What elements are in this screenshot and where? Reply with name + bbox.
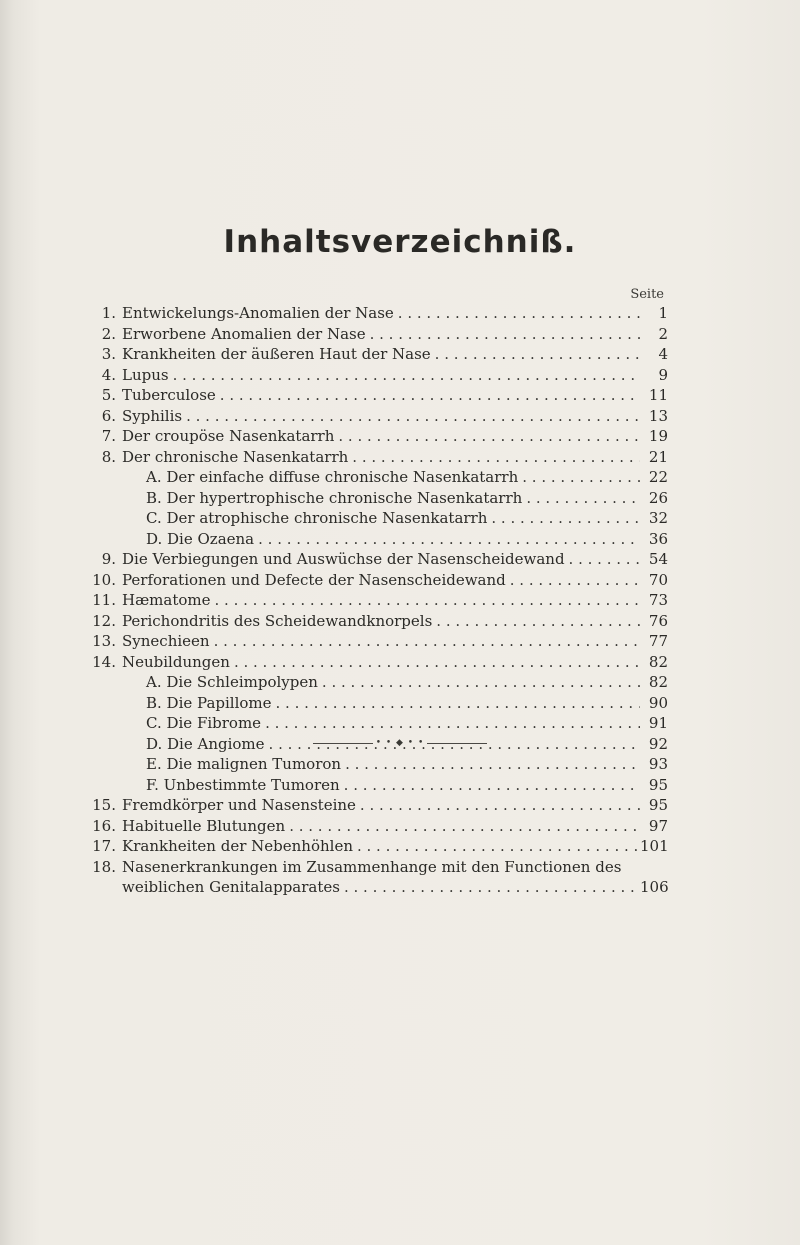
toc-leader-dots	[258, 529, 640, 550]
toc-page-number: 77	[648, 632, 668, 650]
toc-page-number: 90	[648, 693, 668, 712]
toc-label: Nasenerkrankungen im Zusammenhange mit den Functionen des	[122, 857, 622, 876]
toc-entry	[122, 590, 668, 611]
toc-subentry	[146, 713, 668, 734]
toc-number: 9.	[101, 550, 116, 568]
toc-row	[88, 426, 668, 447]
toc-label: Der croupöse Nasenkatarrh	[122, 427, 335, 445]
toc-label: Tuberculose	[122, 386, 216, 404]
toc-leader-dots	[214, 631, 640, 652]
table-of-contents	[88, 303, 668, 898]
toc-subentry	[146, 467, 668, 488]
toc-page-number: 4	[658, 345, 668, 363]
ornament-line-left	[313, 743, 373, 744]
toc-page-number: 73	[648, 591, 668, 609]
toc-page-number: 1	[658, 304, 668, 322]
toc-label: C. Die Fibrome	[146, 714, 262, 732]
toc-row	[88, 529, 668, 550]
toc-label: Krankheiten der Nebenhöhlen	[122, 837, 353, 855]
toc-label: B. Der hypertrophische chronische Nasenkatarrh	[146, 488, 523, 507]
toc-label: A. Der einfache diffuse chronische Nasenkatarrh	[146, 468, 519, 486]
toc-leader-dots	[522, 467, 640, 488]
toc-number: 8.	[101, 447, 116, 466]
toc-label: Syphilis	[122, 406, 183, 425]
toc-label: D. Die Ozaena	[146, 529, 255, 548]
toc-number: 1.	[101, 304, 116, 322]
toc-number: 10.	[92, 570, 116, 589]
toc-page-number: 19	[648, 427, 668, 445]
ornament-line-right	[427, 743, 487, 744]
toc-row	[88, 508, 668, 529]
toc-label: D. Die Angiome	[146, 734, 265, 753]
toc-number: 6.	[101, 406, 116, 425]
toc-page-number: 82	[648, 673, 668, 691]
toc-number: 3.	[101, 345, 116, 363]
toc-label: C. Der atrophische chronische Nasenkatarrh	[146, 509, 488, 527]
toc-number: 5.	[101, 386, 116, 404]
toc-entry	[122, 303, 668, 324]
toc-label: Hæmatome	[122, 591, 211, 609]
toc-row	[88, 652, 668, 673]
page-title: Inhaltsverzeichniß.	[223, 224, 577, 260]
toc-number: 18.	[92, 857, 116, 876]
toc-entry	[122, 836, 668, 857]
toc-entry	[122, 652, 668, 673]
toc-leader-dots	[265, 713, 640, 734]
toc-subentry	[146, 693, 668, 714]
toc-subentry	[146, 508, 668, 529]
page-column-header: Seite	[630, 287, 664, 302]
toc-entry	[122, 816, 668, 837]
toc-leader-dots	[345, 754, 640, 775]
toc-entry	[122, 324, 668, 345]
toc-row	[88, 754, 668, 775]
toc-row	[88, 775, 668, 796]
toc-entry	[122, 426, 668, 447]
toc-page-number: 70	[648, 570, 668, 589]
toc-label: F. Unbestimmte Tumoren	[146, 775, 340, 794]
toc-entry	[122, 631, 668, 652]
toc-subentry	[146, 672, 668, 693]
toc-page-number: 13	[648, 406, 668, 425]
toc-page-number: 36	[648, 529, 668, 548]
toc-row	[88, 713, 668, 734]
toc-leader-dots	[215, 590, 640, 611]
toc-page-number: 26	[648, 488, 668, 507]
toc-page-number: 93	[648, 755, 668, 773]
toc-page-number: 21	[648, 447, 668, 466]
toc-label: Erworbene Anomalien der Nase	[122, 324, 366, 343]
toc-row	[88, 877, 668, 898]
toc-leader-dots	[276, 693, 640, 714]
toc-label: Perforationen und Defecte der Nasenscheidewand	[122, 570, 506, 589]
toc-leader-dots	[435, 344, 640, 365]
toc-leader-dots	[344, 775, 640, 796]
toc-leader-dots	[398, 303, 640, 324]
toc-row	[88, 344, 668, 365]
toc-label: B. Die Papillome	[146, 693, 272, 712]
toc-entry	[122, 611, 668, 632]
toc-row	[88, 693, 668, 714]
toc-row	[88, 447, 668, 468]
toc-page-number: 32	[648, 509, 668, 527]
toc-number: 16.	[92, 816, 116, 835]
toc-page-number: 76	[648, 611, 668, 630]
toc-leader-dots	[370, 324, 640, 345]
toc-leader-dots	[436, 611, 640, 632]
toc-entry	[122, 447, 668, 468]
toc-label: A. Die Schleimpolypen	[146, 673, 318, 691]
toc-entry	[122, 344, 668, 365]
toc-page-number: 82	[648, 652, 668, 671]
toc-entry	[122, 365, 668, 386]
toc-row	[88, 488, 668, 509]
toc-row	[88, 570, 668, 591]
toc-label: Habituelle Blutungen	[122, 816, 286, 835]
toc-row	[88, 631, 668, 652]
toc-entry	[122, 857, 668, 878]
toc-leader-dots	[220, 385, 640, 406]
toc-label: Krankheiten der äußeren Haut der Nase	[122, 345, 431, 363]
toc-label: weiblichen Genitalapparates	[122, 878, 340, 896]
toc-row	[88, 672, 668, 693]
toc-label: Der chronische Nasenkatarrh	[122, 447, 349, 466]
toc-subentry	[146, 775, 668, 796]
toc-page-number: 2	[658, 324, 668, 343]
toc-row	[88, 324, 668, 345]
toc-page-number: 95	[648, 775, 668, 794]
toc-leader-dots	[357, 836, 640, 857]
toc-page-number: 11	[648, 386, 668, 404]
toc-entry	[122, 570, 668, 591]
toc-entry	[122, 385, 668, 406]
toc-page-number: 54	[648, 550, 668, 568]
closing-ornament	[0, 738, 800, 748]
toc-row	[88, 836, 668, 857]
toc-row	[88, 385, 668, 406]
toc-number: 13.	[92, 632, 116, 650]
toc-page-number: 97	[648, 816, 668, 835]
toc-page-number: 9	[658, 365, 668, 384]
toc-leader-dots	[338, 426, 640, 447]
toc-row	[88, 365, 668, 386]
toc-number: 2.	[101, 324, 116, 343]
toc-row	[88, 590, 668, 611]
toc-leader-dots	[352, 447, 640, 468]
toc-entry	[122, 877, 668, 898]
toc-leader-dots	[186, 406, 640, 427]
toc-label: Fremdkörper und Nasensteine	[122, 796, 356, 814]
toc-row	[88, 611, 668, 632]
toc-label: E. Die malignen Tumoron	[146, 755, 342, 773]
toc-leader-dots	[289, 816, 640, 837]
toc-row	[88, 549, 668, 570]
toc-label: Synechieen	[122, 632, 210, 650]
toc-subentry	[146, 529, 668, 550]
toc-label: Neubildungen	[122, 652, 230, 671]
toc-number: 15.	[92, 796, 116, 814]
toc-entry	[122, 795, 668, 816]
toc-leader-dots	[569, 549, 640, 570]
toc-number: 14.	[92, 652, 116, 671]
toc-entry	[122, 406, 668, 427]
toc-row	[88, 816, 668, 837]
toc-page-number: 95	[648, 796, 668, 814]
toc-number: 17.	[92, 837, 116, 855]
toc-subentry	[146, 488, 668, 509]
toc-page-number: 101	[640, 837, 669, 855]
toc-leader-dots	[344, 877, 640, 898]
toc-page-number: 22	[648, 468, 668, 486]
toc-entry	[122, 549, 668, 570]
toc-row	[88, 467, 668, 488]
toc-row	[88, 795, 668, 816]
toc-label: Entwickelungs-Anomalien der Nase	[122, 304, 394, 322]
toc-number: 4.	[101, 365, 116, 384]
toc-leader-dots	[360, 795, 640, 816]
toc-row	[88, 303, 668, 324]
toc-leader-dots	[491, 508, 640, 529]
toc-row	[88, 857, 668, 878]
toc-leader-dots	[526, 488, 640, 509]
toc-leader-dots	[234, 652, 640, 673]
ornament-diamond-icon: • • ◆ • •	[375, 738, 425, 748]
toc-leader-dots	[322, 672, 640, 693]
toc-leader-dots	[173, 365, 640, 386]
toc-page-number: 91	[648, 714, 668, 732]
toc-number: 7.	[101, 427, 116, 445]
toc-label: Lupus	[122, 365, 169, 384]
toc-label: Die Verbiegungen und Auswüchse der Nasenscheidewand	[122, 550, 565, 568]
toc-page-number: 92	[648, 734, 668, 753]
toc-subentry	[146, 754, 668, 775]
toc-number: 12.	[92, 611, 116, 630]
toc-leader-dots	[510, 570, 640, 591]
toc-page-number: 106	[640, 878, 669, 896]
toc-row	[88, 406, 668, 427]
toc-number: 11.	[92, 591, 116, 609]
toc-label: Perichondritis des Scheidewandknorpels	[122, 611, 433, 630]
